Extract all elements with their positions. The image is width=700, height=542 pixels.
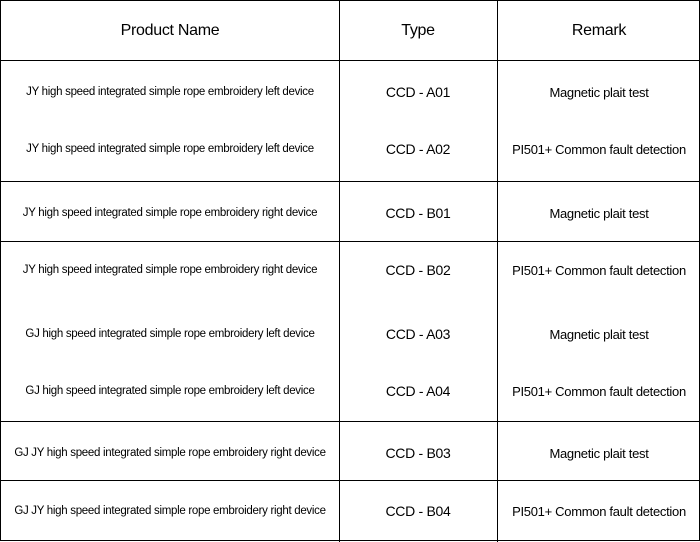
table-row-type: CCD - B03 <box>385 445 451 461</box>
table-row-type: CCD - A03 <box>385 326 451 342</box>
table-row-remark: Magnetic plait test <box>549 326 649 342</box>
table-row-type: CCD - B02 <box>385 262 451 278</box>
table-row-remark: PI501+ Common fault detection <box>512 262 686 278</box>
table-row-type: CCD - A02 <box>385 141 451 157</box>
table-row-remark: PI501+ Common fault detection <box>512 141 686 157</box>
table-row-type: CCD - A04 <box>385 383 451 399</box>
table-row-type: CCD - B04 <box>385 503 451 519</box>
table-row-remark: PI501+ Common fault detection <box>512 383 686 399</box>
row-divider <box>1 421 700 422</box>
table-row-remark: PI501+ Common fault detection <box>512 503 686 519</box>
table-row-remark: Magnetic plait test <box>549 84 649 100</box>
table-row-type: CCD - B01 <box>385 205 451 221</box>
table-row-product-name: JY high speed integrated simple rope embroidery right device <box>22 264 318 276</box>
header-remark: Remark <box>571 22 627 39</box>
header-product-name: Product Name <box>120 22 220 39</box>
row-divider <box>1 181 700 182</box>
table-row-product-name: GJ JY high speed integrated simple rope embroidery right device <box>14 505 326 517</box>
table-row-product-name: JY high speed integrated simple rope embroidery left device <box>26 86 314 98</box>
header-type: Type <box>401 22 435 39</box>
row-divider <box>1 480 700 481</box>
table-row-product-name: GJ high speed integrated simple rope embroidery left device <box>25 328 315 340</box>
row-divider <box>1 241 700 242</box>
table-row-product-name: JY high speed integrated simple rope embroidery left device <box>26 143 314 155</box>
table-row-product-name: JY high speed integrated simple rope embroidery right device <box>22 207 318 219</box>
table-row-product-name: GJ high speed integrated simple rope embroidery left device <box>25 385 315 397</box>
table-row-remark: Magnetic plait test <box>549 445 649 461</box>
table-row-type: CCD - A01 <box>385 84 451 100</box>
table-row-product-name: GJ JY high speed integrated simple rope embroidery right device <box>14 447 326 459</box>
table-row-remark: Magnetic plait test <box>549 205 649 221</box>
